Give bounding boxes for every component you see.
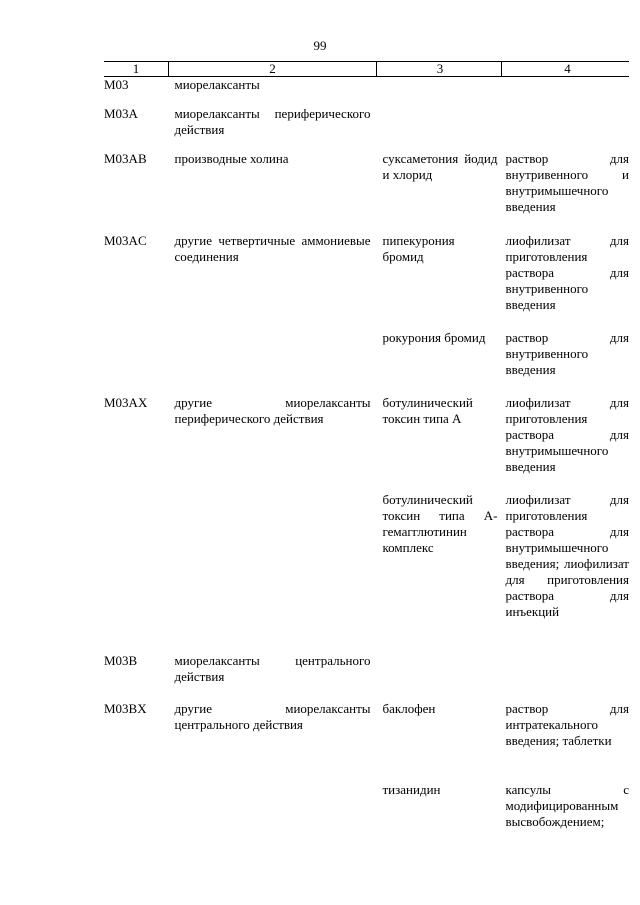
anatomical-group: миорелаксанты центрального действия: [174, 652, 371, 684]
table-row: [104, 77, 629, 106]
table-row: [104, 701, 629, 782]
atc-code-cell: [104, 395, 169, 492]
anatomical-group-cell: [169, 653, 377, 701]
page-number: 99: [313, 38, 327, 53]
anatomical-group: миорелаксанты периферического действия: [174, 105, 371, 137]
atc-code-cell: [104, 77, 169, 106]
atc-code-cell: [104, 330, 169, 395]
column-header-4: 4: [502, 62, 630, 77]
anatomical-group: производные холина: [174, 150, 289, 166]
atc-code: M03AB: [104, 150, 147, 166]
dosage-form: лиофилизат для приготовления раствора для внутримышечного введения; лиофилизат для приготовления раствора для инъекций: [505, 491, 629, 619]
drug-name: пипекурония бромид: [382, 232, 455, 264]
atc-code-cell: [104, 492, 169, 653]
drug-name-cell: [377, 701, 502, 782]
drug-name: рокурония бромид: [382, 329, 486, 345]
dosage-form-cell: [502, 395, 630, 492]
drug-name: тизанидин: [382, 781, 441, 797]
table-row: [104, 395, 629, 492]
atc-code-cell: [104, 106, 169, 151]
atc-code: M03A: [104, 105, 138, 121]
drug-name: баклофен: [382, 700, 436, 716]
anatomical-group-cell: [169, 701, 377, 782]
table-row: [104, 106, 629, 151]
table-header-row: [104, 62, 629, 77]
anatomical-group-cell: [169, 106, 377, 151]
dosage-form-cell: [502, 330, 630, 395]
drug-name-cell: [377, 395, 502, 492]
atc-code-cell: [104, 151, 169, 233]
atc-code: M03: [104, 77, 129, 92]
anatomical-group-cell: [169, 395, 377, 492]
anatomical-group-cell: [169, 492, 377, 653]
drug-name: суксаметония йодид и хлорид: [382, 150, 498, 182]
drug-name: ботулинический токсин типа A-гемагглютинин комплекс: [382, 491, 498, 555]
atc-code: M03BX: [104, 700, 147, 716]
dosage-form: лиофилизат для приготовления раствора для внутривенного введения: [505, 232, 629, 312]
drug-classification-table: [104, 61, 629, 852]
dosage-form-cell: [502, 653, 630, 701]
drug-name-cell: [377, 782, 502, 852]
drug-name-cell: [377, 77, 502, 106]
dosage-form-cell: [502, 701, 630, 782]
dosage-form: раствор для внутривенного и внутримышечного введения: [505, 150, 629, 214]
drug-name-cell: [377, 151, 502, 233]
atc-code-cell: [104, 653, 169, 701]
anatomical-group-cell: [169, 233, 377, 330]
column-header-2: 2: [169, 62, 377, 77]
anatomical-group-cell: [169, 782, 377, 852]
anatomical-group: другие миорелаксанты центрального действия: [174, 700, 371, 732]
atc-code-cell: [104, 782, 169, 852]
table-row: [104, 151, 629, 233]
dosage-form-cell: [502, 233, 630, 330]
dosage-form-cell: [502, 106, 630, 151]
dosage-form: капсулы с модифицированным высвобождением;: [505, 781, 629, 829]
anatomical-group: другие миорелаксанты периферического действия: [174, 394, 371, 426]
column-header-1: 1: [104, 62, 169, 77]
drug-name-cell: [377, 330, 502, 395]
atc-code-cell: [104, 233, 169, 330]
table-row: [104, 492, 629, 653]
anatomical-group-cell: [169, 330, 377, 395]
anatomical-group: миорелаксанты: [174, 77, 260, 92]
drug-name-cell: [377, 653, 502, 701]
table-row: [104, 330, 629, 395]
anatomical-group-cell: [169, 151, 377, 233]
dosage-form: лиофилизат для приготовления раствора для внутримышечного введения: [505, 394, 629, 474]
dosage-form-cell: [502, 151, 630, 233]
atc-code-cell: [104, 701, 169, 782]
table-body: [104, 77, 629, 852]
dosage-form-cell: [502, 77, 630, 106]
atc-code: M03AX: [104, 394, 148, 410]
drug-name: ботулинический токсин типа A: [382, 394, 473, 426]
atc-code: M03B: [104, 652, 138, 668]
drug-name-cell: [377, 233, 502, 330]
column-header-3: 3: [377, 62, 502, 77]
table-row: [104, 233, 629, 330]
drug-name-cell: [377, 106, 502, 151]
table-row: [104, 782, 629, 852]
dosage-form: раствор для внутривенного введения: [505, 329, 629, 377]
anatomical-group: другие четвертичные аммониевые соединения: [174, 232, 371, 264]
drug-name-cell: [377, 492, 502, 653]
table-row: [104, 653, 629, 701]
dosage-form-cell: [502, 782, 630, 852]
dosage-form-cell: [502, 492, 630, 653]
anatomical-group-cell: [169, 77, 377, 106]
atc-code: M03AC: [104, 232, 147, 248]
dosage-form: раствор для интратекального введения; таблетки: [505, 700, 629, 748]
